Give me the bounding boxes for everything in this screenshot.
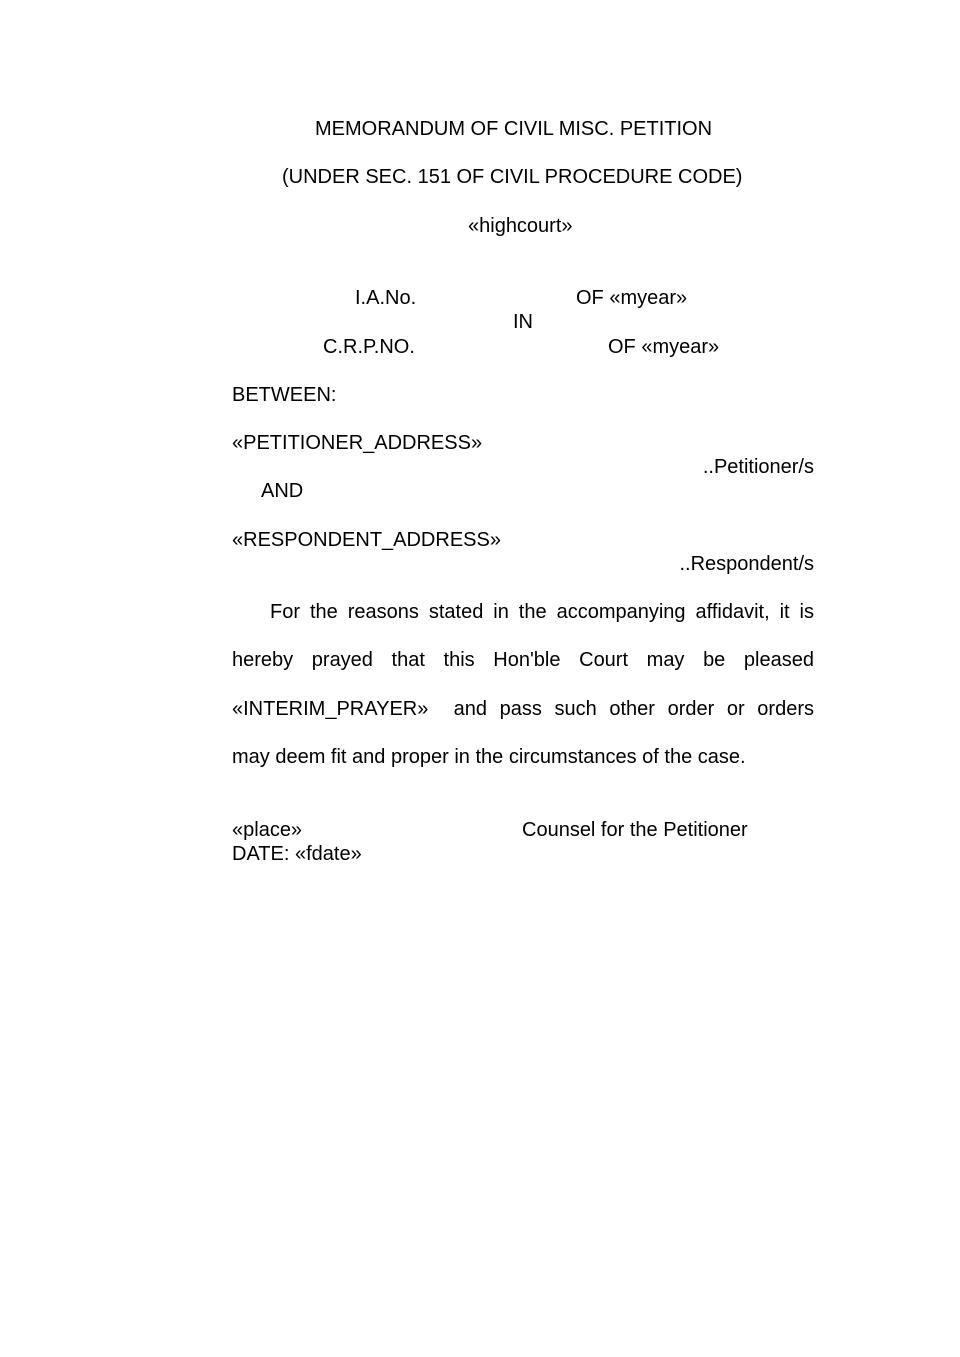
counsel-signature: Counsel for the Petitioner <box>522 819 748 841</box>
in-label: IN <box>513 311 533 333</box>
crp-year: OF «myear» <box>608 336 720 358</box>
place: «place» <box>232 819 303 841</box>
ia-number-label: I.A.No. <box>355 287 417 309</box>
court-name: «highcourt» <box>468 215 573 237</box>
respondent-role: ..Respondent/s <box>679 553 814 575</box>
crp-number-label: C.R.P.NO. <box>323 336 415 358</box>
and-label: AND <box>261 480 304 502</box>
between-label: BETWEEN: <box>232 384 337 406</box>
petitioner-address: «PETITIONER_ADDRESS» <box>232 432 483 454</box>
prayer-line-3: «INTERIM_PRAYER» and pass such other order or orders <box>232 698 814 720</box>
ia-year: OF «myear» <box>576 287 688 309</box>
document-title: MEMORANDUM OF CIVIL MISC. PETITION <box>315 118 713 140</box>
prayer-line-2: hereby prayed that this Hon'ble Court may be pleased <box>232 649 814 671</box>
document-subtitle: (UNDER SEC. 151 OF CIVIL PROCEDURE CODE) <box>282 166 743 188</box>
petitioner-role: ..Petitioner/s <box>702 456 814 478</box>
date: DATE: «fdate» <box>232 843 362 865</box>
prayer-line-1: For the reasons stated in the accompanying affidavit, it is <box>270 601 814 623</box>
respondent-address: «RESPONDENT_ADDRESS» <box>232 529 501 551</box>
prayer-line-4: may deem fit and proper in the circumstances of the case. <box>232 746 746 768</box>
